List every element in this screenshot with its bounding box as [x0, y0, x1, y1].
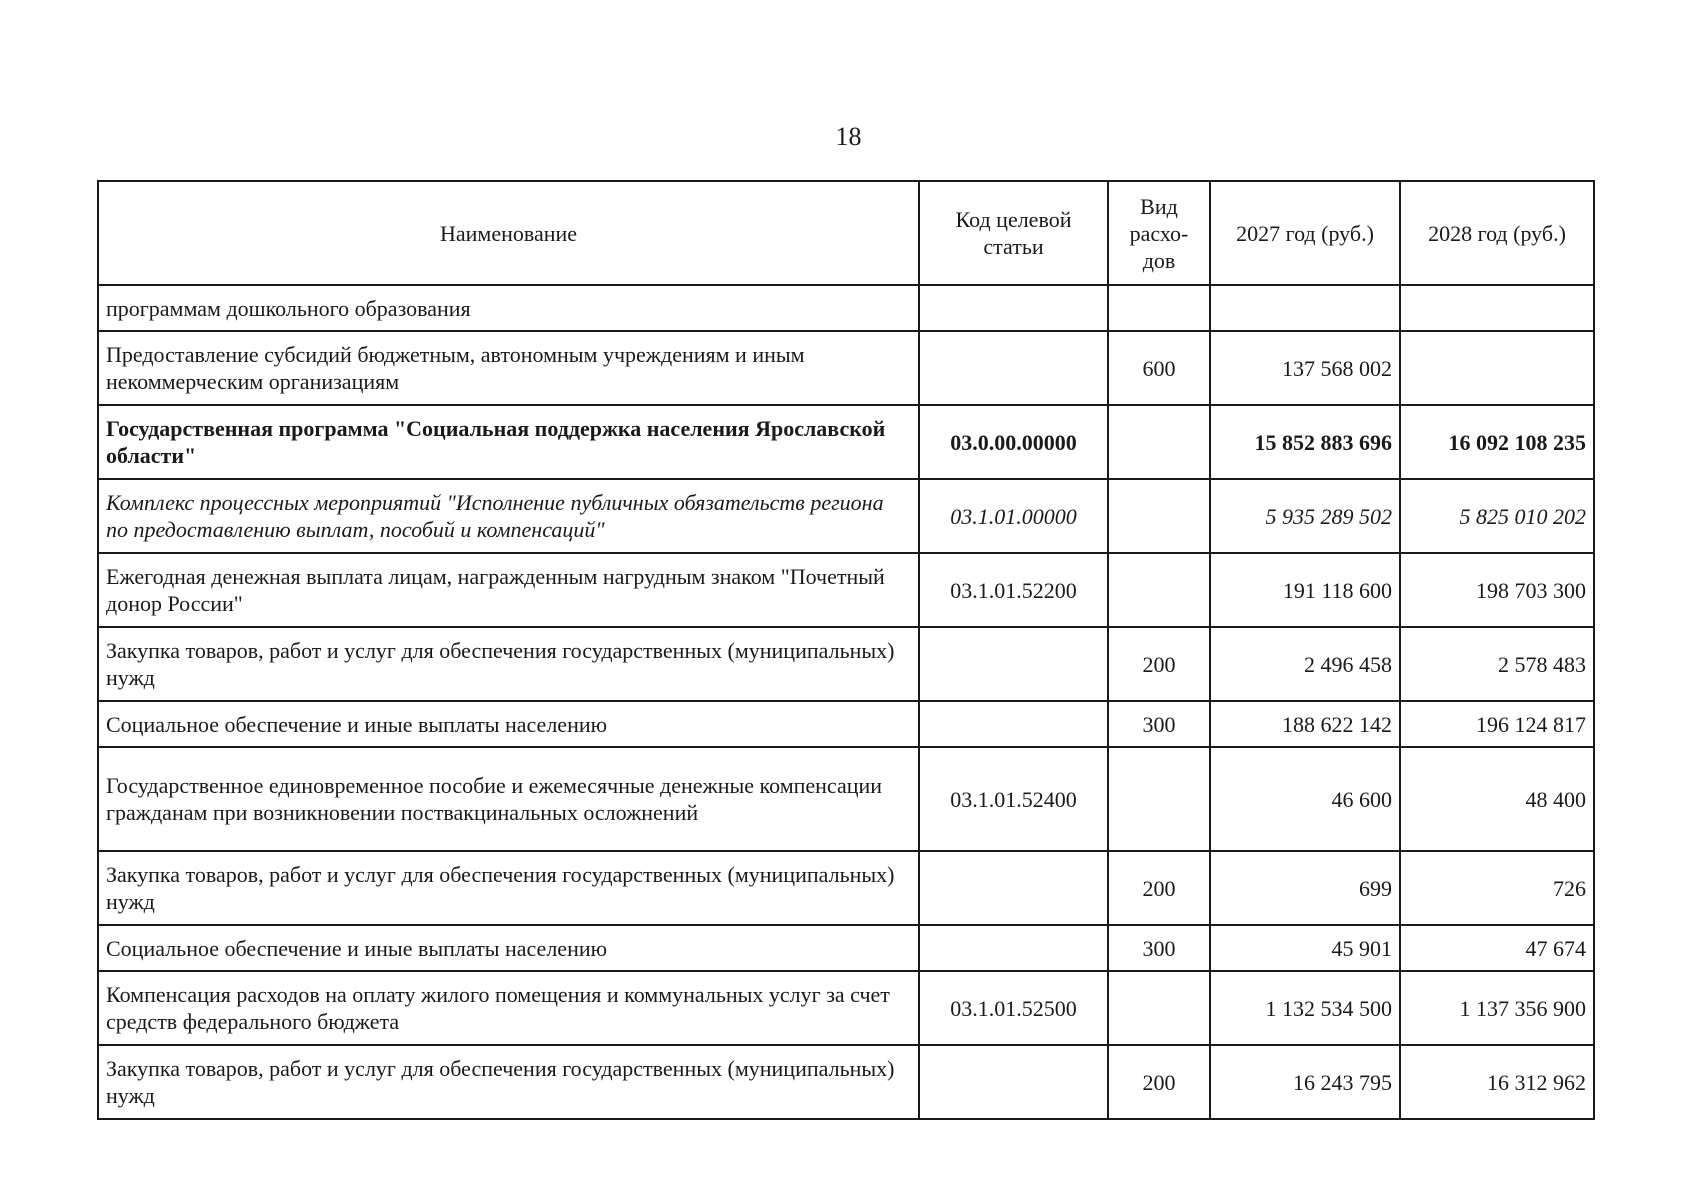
cell-code	[919, 331, 1108, 405]
cell-2028: 2 578 483	[1400, 627, 1594, 701]
cell-type: 300	[1108, 925, 1210, 971]
cell-type: 200	[1108, 1045, 1210, 1119]
cell-name: Социальное обеспечение и иные выплаты населению	[98, 925, 919, 971]
table-row	[98, 331, 1594, 405]
header-code: Код целевой статьи	[919, 181, 1108, 285]
table-row	[98, 851, 1594, 925]
cell-2027: 699	[1210, 851, 1400, 925]
cell-2028: 16 312 962	[1400, 1045, 1594, 1119]
table-row	[98, 627, 1594, 701]
table-row	[98, 971, 1594, 1045]
table-row	[98, 1045, 1594, 1119]
cell-2027: 188 622 142	[1210, 701, 1400, 747]
cell-code	[919, 285, 1108, 331]
cell-type	[1108, 553, 1210, 627]
cell-type: 600	[1108, 331, 1210, 405]
cell-2027: 45 901	[1210, 925, 1400, 971]
cell-2028: 48 400	[1400, 747, 1594, 851]
cell-code	[919, 1045, 1108, 1119]
cell-code: 03.1.01.52200	[919, 553, 1108, 627]
cell-type	[1108, 971, 1210, 1045]
cell-2027: 16 243 795	[1210, 1045, 1400, 1119]
cell-2027: 191 118 600	[1210, 553, 1400, 627]
table-row	[98, 701, 1594, 747]
cell-type	[1108, 747, 1210, 851]
cell-2027: 137 568 002	[1210, 331, 1400, 405]
cell-type: 300	[1108, 701, 1210, 747]
cell-name: Предоставление субсидий бюджетным, автономным учреждениям и иным некоммерческим организациям	[98, 331, 919, 405]
cell-2027: 1 132 534 500	[1210, 971, 1400, 1045]
cell-type: 200	[1108, 851, 1210, 925]
cell-code	[919, 701, 1108, 747]
header-type: Вид расхо-дов	[1108, 181, 1210, 285]
cell-name: Закупка товаров, работ и услуг для обеспечения государственных (муниципальных) нужд	[98, 627, 919, 701]
cell-name: Комплекс процессных мероприятий "Исполнение публичных обязательств региона по предоставлению выплат, пособий и компенсаций"	[98, 479, 919, 553]
cell-code	[919, 851, 1108, 925]
cell-code: 03.1.01.52500	[919, 971, 1108, 1045]
header-name: Наименование	[98, 181, 919, 285]
cell-type: 200	[1108, 627, 1210, 701]
cell-2028: 198 703 300	[1400, 553, 1594, 627]
cell-2028	[1400, 285, 1594, 331]
cell-2028	[1400, 331, 1594, 405]
cell-code	[919, 925, 1108, 971]
table-row	[98, 285, 1594, 331]
cell-code: 03.1.01.52400	[919, 747, 1108, 851]
cell-2028: 1 137 356 900	[1400, 971, 1594, 1045]
cell-name: Ежегодная денежная выплата лицам, награжденным нагрудным знаком "Почетный донор России"	[98, 553, 919, 627]
cell-2028: 16 092 108 235	[1400, 405, 1594, 479]
cell-2027: 15 852 883 696	[1210, 405, 1400, 479]
cell-2027: 46 600	[1210, 747, 1400, 851]
page-number: 18	[835, 122, 862, 151]
header-2028: 2028 год (руб.)	[1400, 181, 1594, 285]
cell-2028: 726	[1400, 851, 1594, 925]
cell-code: 03.0.00.00000	[919, 405, 1108, 479]
cell-code	[919, 627, 1108, 701]
header-2027: 2027 год (руб.)	[1210, 181, 1400, 285]
cell-name: программам дошкольного образования	[98, 285, 919, 331]
table-row	[98, 405, 1594, 479]
cell-name: Компенсация расходов на оплату жилого помещения и коммунальных услуг за счет средств федерального бюджета	[98, 971, 919, 1045]
cell-2027: 5 935 289 502	[1210, 479, 1400, 553]
table-row	[98, 553, 1594, 627]
cell-2028: 5 825 010 202	[1400, 479, 1594, 553]
cell-type	[1108, 285, 1210, 331]
cell-code: 03.1.01.00000	[919, 479, 1108, 553]
table-header-row	[98, 181, 1594, 285]
cell-name: Государственное единовременное пособие и ежемесячные денежные компенсации гражданам при возникновении поствакцинальных осложнений	[98, 747, 919, 851]
cell-type	[1108, 479, 1210, 553]
cell-2028: 47 674	[1400, 925, 1594, 971]
table-row	[98, 747, 1594, 851]
cell-2027: 2 496 458	[1210, 627, 1400, 701]
cell-2027	[1210, 285, 1400, 331]
cell-name: Закупка товаров, работ и услуг для обеспечения государственных (муниципальных) нужд	[98, 851, 919, 925]
cell-name: Социальное обеспечение и иные выплаты населению	[98, 701, 919, 747]
cell-name: Закупка товаров, работ и услуг для обеспечения государственных (муниципальных) нужд	[98, 1045, 919, 1119]
table-row	[98, 479, 1594, 553]
cell-type	[1108, 405, 1210, 479]
budget-table	[97, 180, 1595, 1120]
table-row	[98, 925, 1594, 971]
cell-name: Государственная программа "Социальная поддержка населения Ярославской области"	[98, 405, 919, 479]
cell-2028: 196 124 817	[1400, 701, 1594, 747]
